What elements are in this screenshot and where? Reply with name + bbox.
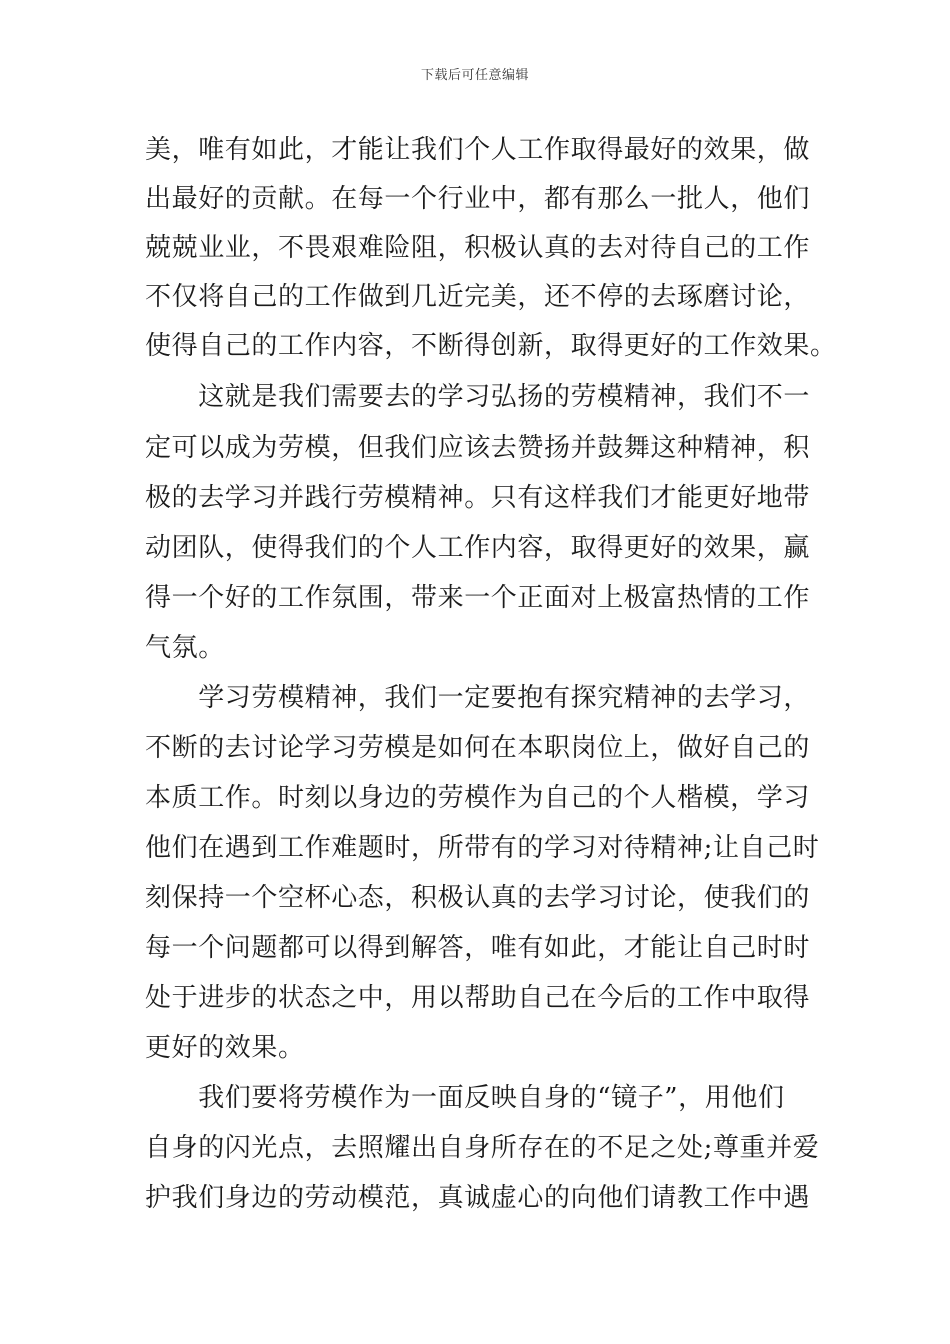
- text-line: 动团队，使得我们的个人工作内容，取得更好的效果，赢: [145, 533, 811, 563]
- text-line: 他们在遇到工作难题时，所带有的学习对待精神;让自己时: [145, 833, 820, 863]
- text-line: 得一个好的工作氛围，带来一个正面对上极富热情的工作: [145, 583, 811, 613]
- text-line: 不仅将自己的工作做到几近完美，还不停的去琢磨讨论，: [145, 282, 811, 312]
- text-line: 护我们身边的劳动模范，真诚虚心的向他们请教工作中遇: [145, 1183, 811, 1213]
- text-line: 使得自己的工作内容，不断得创新，取得更好的工作效果。: [145, 331, 837, 361]
- text-line: 更好的效果。: [145, 1033, 305, 1063]
- text-line: 自身的闪光点，去照耀出自身所存在的不足之处;尊重并爱: [145, 1133, 820, 1163]
- text-line: 本质工作。时刻以身边的劳模作为自己的个人楷模，学习: [145, 783, 811, 813]
- text-line: 处于进步的状态之中，用以帮助自己在今后的工作中取得: [145, 983, 811, 1013]
- text-line: 极的去学习并践行劳模精神。只有这样我们才能更好地带: [145, 483, 811, 513]
- text-line: 出最好的贡献。在每一个行业中，都有那么一批人，他们: [145, 184, 811, 214]
- text-line: 学习劳模精神，我们一定要抱有探究精神的去学习，: [145, 683, 811, 713]
- text-line: 美，唯有如此，才能让我们个人工作取得最好的效果，做: [145, 135, 811, 165]
- text-line: 不断的去讨论学习劳模是如何在本职岗位上，做好自己的: [145, 733, 811, 763]
- page-header: 下载后可任意编辑: [420, 68, 529, 83]
- text-line: 定可以成为劳模，但我们应该去赞扬并鼓舞这种精神，积: [145, 433, 811, 463]
- text-line: 我们要将劳模作为一面反映自身的“镜子”，用他们: [145, 1083, 785, 1113]
- text-line: 这就是我们需要去的学习弘扬的劳模精神，我们不一: [145, 382, 811, 412]
- text-line: 兢兢业业，不畏艰难险阻，积极认真的去对待自己的工作: [145, 233, 811, 263]
- text-line: 每一个问题都可以得到解答，唯有如此，才能让自己时时: [145, 933, 811, 963]
- text-line: 刻保持一个空杯心态，积极认真的去学习讨论，使我们的: [145, 883, 811, 913]
- text-line: 气氛。: [145, 633, 225, 663]
